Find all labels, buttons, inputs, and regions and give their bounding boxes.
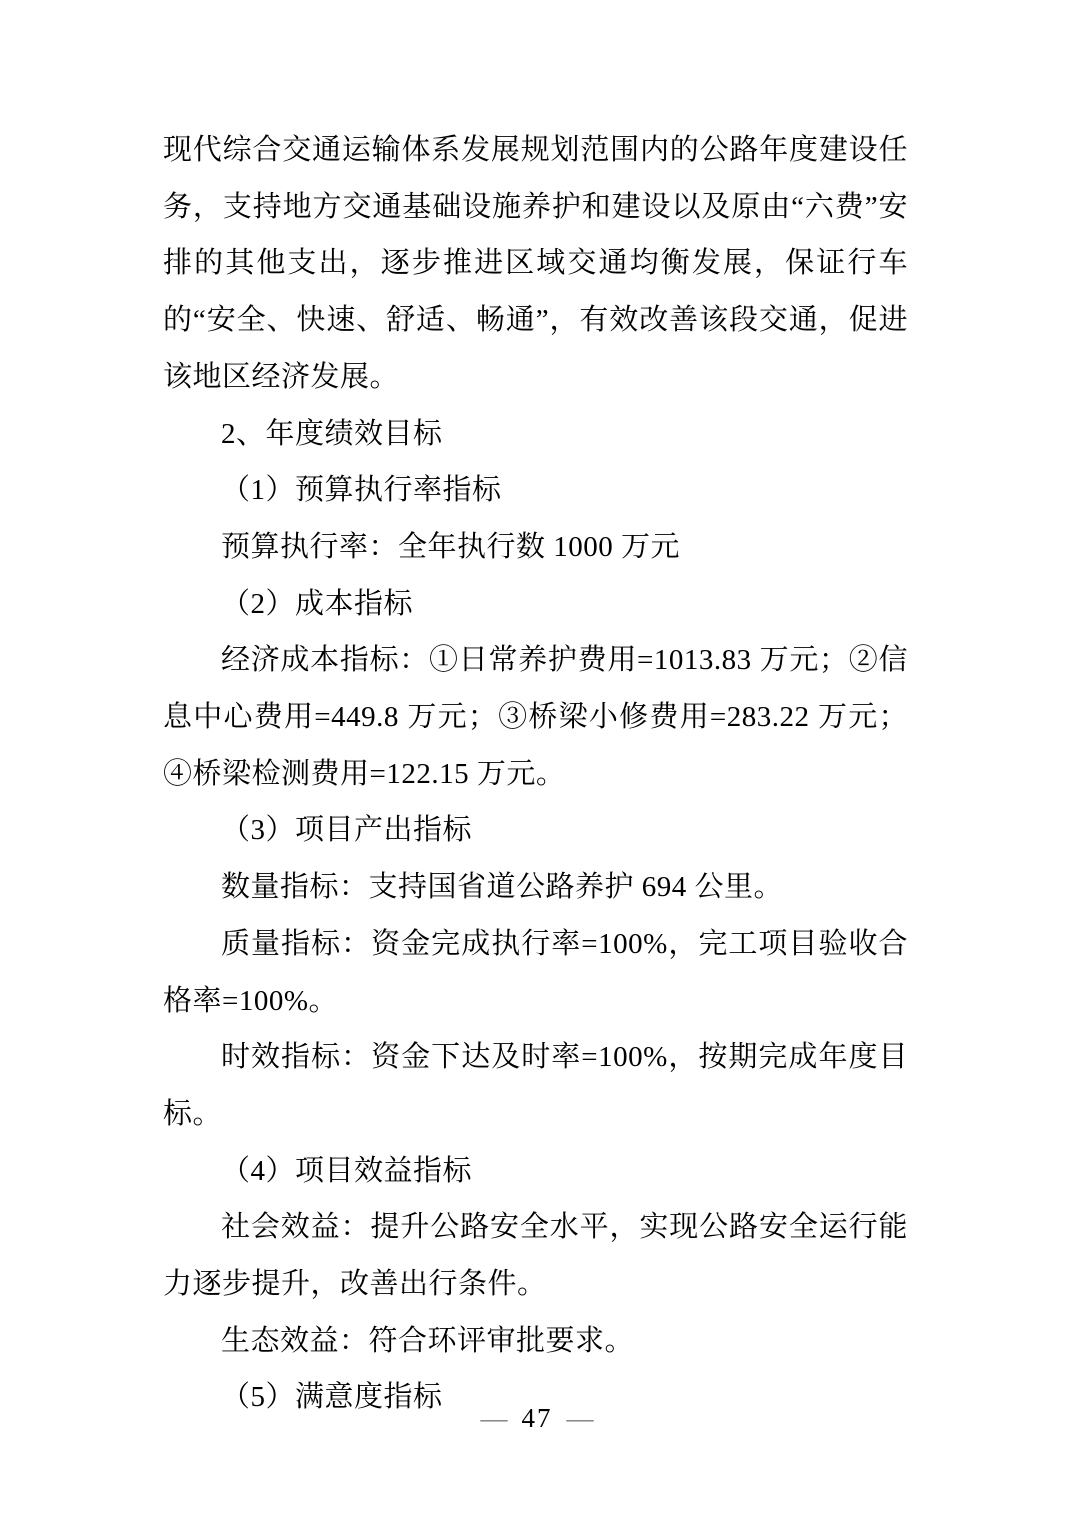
paragraph: 社会效益：提升公路安全水平，实现公路安全运行能力逐步提升，改善出行条件。 (163, 1211, 908, 1301)
paragraph: （4）项目效益指标 (221, 1154, 473, 1187)
paragraph: 时效指标：资金下达及时率=100%，按期完成年度目标。 (163, 1041, 908, 1130)
paragraph: （2）成本指标 (221, 587, 414, 620)
paragraph: （3）项目产出指标 (221, 814, 473, 847)
paragraph: （5）满意度指标 (221, 1381, 443, 1414)
paragraph: 预算执行率：全年执行数 1000 万元 (221, 530, 681, 563)
footer-left-dash: — (480, 1403, 508, 1433)
paragraph: 数量指标：支持国省道公路养护 694 公里。 (221, 871, 784, 904)
document-paragraphs (163, 122, 908, 1426)
footer-right-dash: — (566, 1403, 594, 1433)
page-footer (0, 1398, 1074, 1438)
paragraph: 质量指标：资金完成执行率=100%，完工项目验收合格率=100%。 (163, 927, 908, 1017)
paragraph: 现代综合交通运输体系发展规划范围内的公路年度建设任务，支持地方交通基础设施养护和建设以及原由“六费”安排的其他支出，逐步推进区域交通均衡发展，保证行车的“安全、快速、舒适、畅通”，有效改善该段交通，促进该地区经济发展。 (163, 134, 908, 393)
page-number: 47 (521, 1403, 553, 1433)
paragraph: 经济成本指标：①日常养护费用=1013.83 万元；②信息中心费用=449.8 万元；③桥梁小修费用=283.22 万元；④桥梁检测费用=122.15 万元。 (163, 644, 908, 790)
paragraph: 2、年度绩效目标 (221, 417, 443, 450)
paragraph: 生态效益：符合环评审批要求。 (221, 1324, 635, 1357)
paragraph: （1）预算执行率指标 (221, 474, 502, 507)
